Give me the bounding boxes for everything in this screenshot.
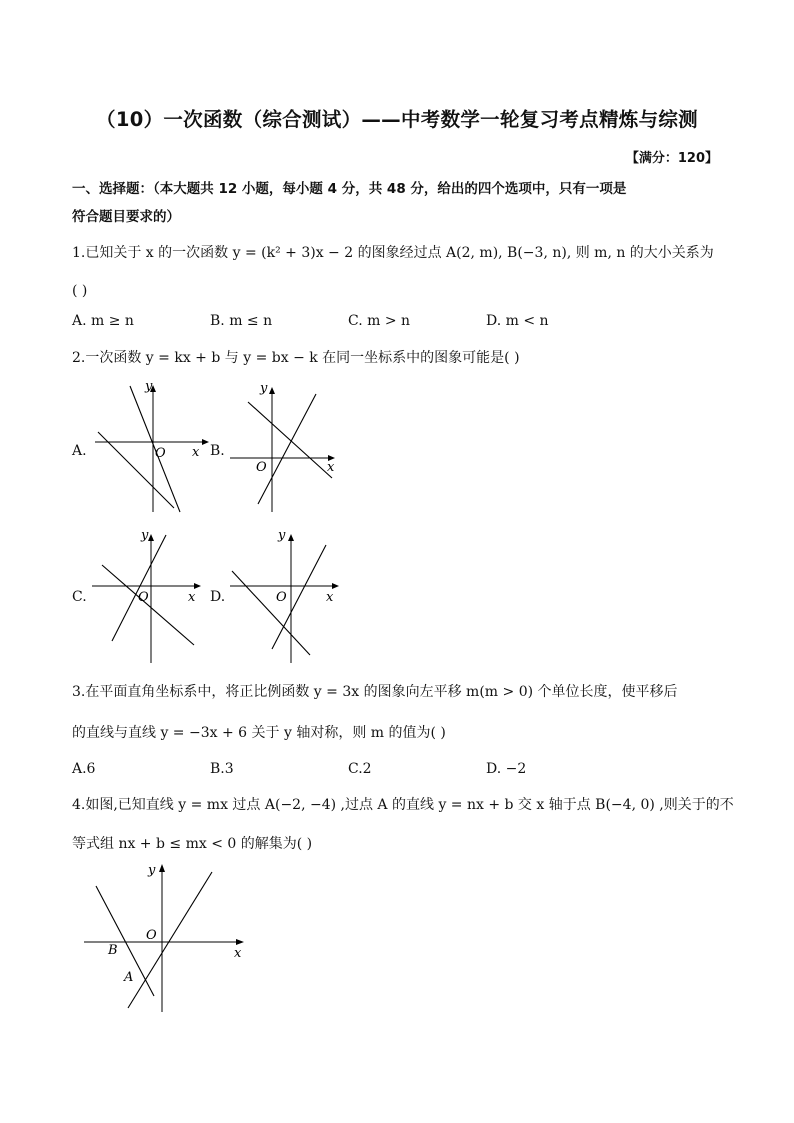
line-y-mx <box>128 872 212 1008</box>
y-axis-label: y <box>141 528 149 543</box>
y-axis-arrow <box>159 864 165 872</box>
q2-option-c-label: C. <box>72 589 87 605</box>
section-heading-line2: 符合题目要求的） <box>72 209 180 225</box>
y-axis-label: y <box>145 380 153 394</box>
q2-text: 2.一次函数 y = kx + b 与 y = bx − k 在同一坐标系中的图象可能是( ) <box>72 350 520 366</box>
origin-label: O <box>138 590 149 605</box>
origin-label: O <box>146 928 157 943</box>
q2-option-d-label: D. <box>210 589 226 605</box>
q2-graph-d <box>226 527 346 667</box>
q3-option-b: B.3 <box>210 761 234 777</box>
x-axis-arrow <box>194 583 201 589</box>
q4-line2: 等式组 nx + b ≤ mx < 0 的解集为( ) <box>72 836 313 852</box>
line-2 <box>232 571 310 655</box>
q3-line1: 3.在平面直角坐标系中，将正比例函数 y = 3x 的图象向左平移 m(m > 0) 个单位长度，使平移后 <box>72 684 678 700</box>
y-axis-arrow <box>148 534 154 541</box>
origin-label: O <box>276 590 287 605</box>
x-axis-label: x <box>188 590 196 605</box>
q1-option-c: C. m > n <box>348 313 411 329</box>
q2-graph-a <box>90 380 210 516</box>
line-1 <box>112 535 166 641</box>
line-1 <box>258 394 316 504</box>
q2-option-a-label: A. <box>72 443 87 459</box>
x-axis-label: x <box>327 460 335 475</box>
q1-blank: ( ) <box>72 283 88 299</box>
q1-option-a: A. m ≥ n <box>72 313 134 329</box>
origin-label: O <box>155 446 166 461</box>
q3-line2: 的直线与直线 y = −3x + 6 关于 y 轴对称，则 m 的值为( ) <box>72 725 446 741</box>
q2-graph-c <box>88 527 208 667</box>
y-axis-arrow <box>288 534 294 541</box>
line-2 <box>98 432 174 508</box>
origin-label: O <box>256 460 267 475</box>
x-axis-label: x <box>234 946 242 961</box>
point-b-label: B <box>108 943 118 958</box>
q4-line1: 4.如图,已知直线 y = mx 过点 A(−2, −4) ,过点 A 的直线 y = nx + b 交 x 轴于点 B(−4, 0) ,则关于的不 <box>72 797 734 813</box>
x-axis-arrow <box>202 439 209 445</box>
x-axis-label: x <box>326 590 334 605</box>
x-axis-arrow <box>332 583 339 589</box>
q4-figure <box>78 858 258 1018</box>
y-axis-label: y <box>148 863 156 878</box>
section-heading-line1: 一、选择题：（本大题共 12 小题，每小题 4 分，共 48 分，给出的四个选项中，只有一项是 <box>72 181 627 197</box>
q3-option-a: A.6 <box>72 761 96 777</box>
q1-option-b: B. m ≤ n <box>210 313 273 329</box>
x-axis-label: x <box>192 445 200 460</box>
q1-text: 1.已知关于 x 的一次函数 y = (k² + 3)x − 2 的图象经过点 A(2, m), B(−3, n), 则 m, n 的大小关系为 <box>72 245 714 261</box>
q3-option-d: D. −2 <box>486 761 527 777</box>
x-axis-arrow <box>236 939 244 945</box>
point-a-label: A <box>124 970 134 985</box>
q1-option-d: D. m < n <box>486 313 549 329</box>
y-axis-arrow <box>269 387 275 394</box>
y-axis-label: y <box>278 528 286 543</box>
q3-option-c: C.2 <box>348 761 372 777</box>
y-axis-label: y <box>260 381 268 396</box>
full-score-badge: 【满分：120】 <box>625 151 718 166</box>
q2-option-b-label: B. <box>210 443 225 459</box>
q2-graph-b <box>226 380 346 516</box>
page-title: （10）一次函数（综合测试）——中考数学一轮复习考点精炼与综测 <box>96 108 698 131</box>
